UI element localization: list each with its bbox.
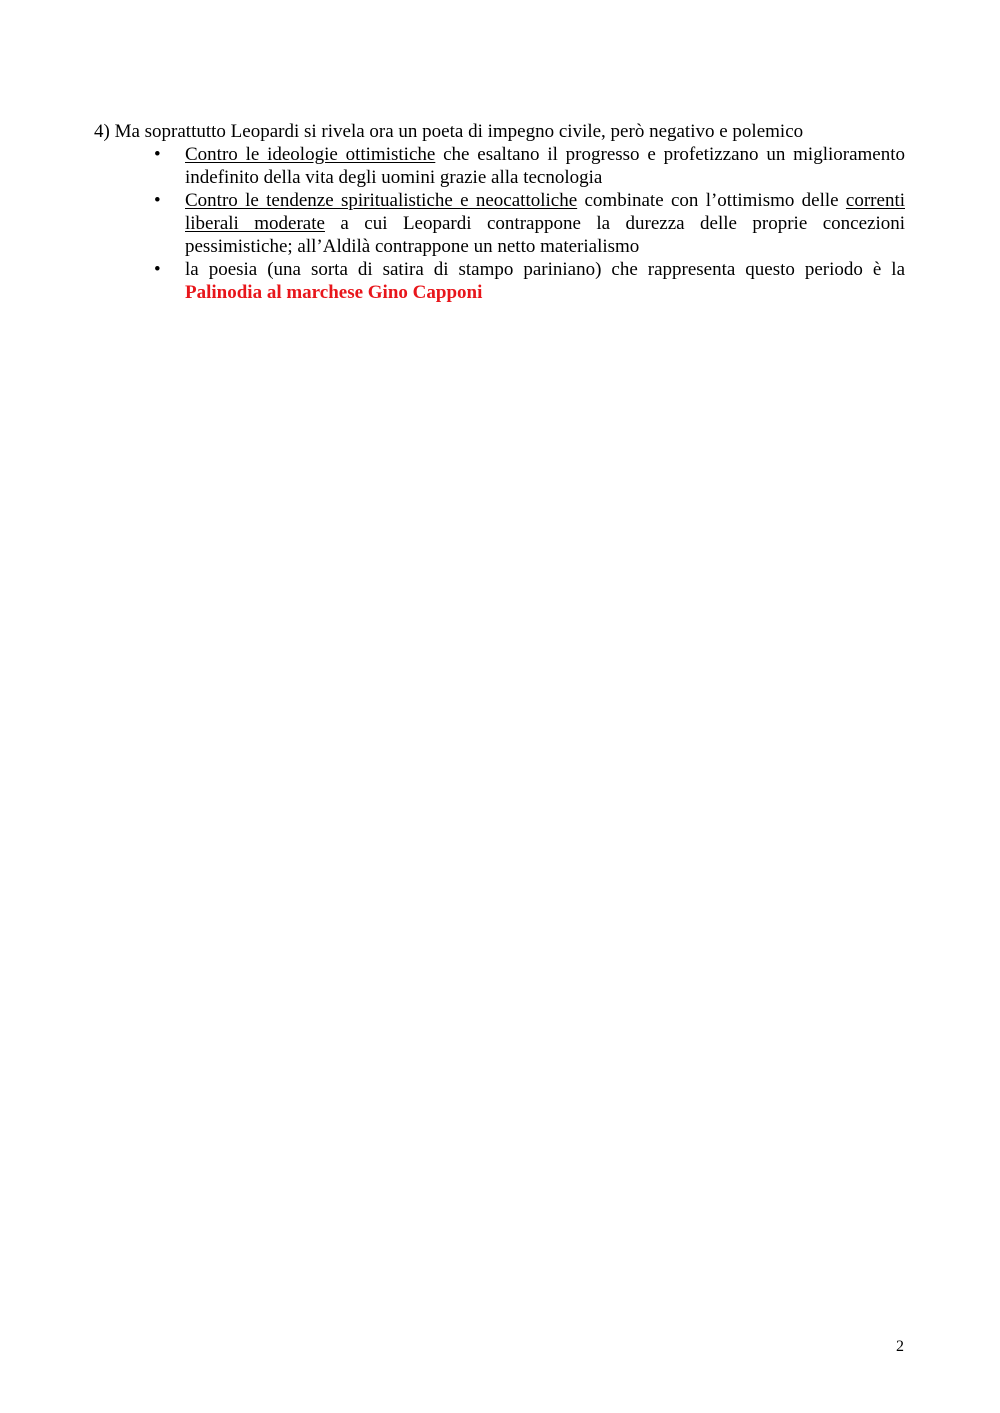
- highlighted-title: Palinodia al marchese Gino Capponi: [185, 282, 483, 303]
- underlined-phrase: correnti liberali moderate: [185, 190, 905, 234]
- item-text: la poesia (una sorta di satira di stampo pariniano) che rappresenta questo periodo è la: [185, 259, 905, 280]
- bullet-icon: •: [154, 190, 161, 211]
- list-item: [154, 258, 905, 304]
- section-heading: 4) Ma soprattutto Leopardi si rivela ora un poeta di impegno civile, però negativo e polemico: [94, 121, 804, 142]
- page-number: 2: [896, 1338, 904, 1355]
- list-item: [154, 143, 906, 189]
- bullet-icon: •: [154, 259, 161, 280]
- underlined-phrase: Contro le ideologie ottimistiche: [185, 144, 436, 165]
- list-item: [154, 189, 905, 258]
- page-content: [94, 120, 905, 304]
- item-text: che esaltano il progresso e profetizzano un miglioramento indefinito della vita degli uomini grazie alla tecnologia: [185, 144, 906, 188]
- item-text: a cui Leopardi contrappone la durezza delle proprie concezioni pessimistiche; all’Aldilà contrappone un netto materialismo: [185, 213, 905, 257]
- bullet-list: [94, 143, 905, 304]
- bullet-icon: •: [154, 144, 161, 165]
- underlined-phrase: Contro le tendenze spiritualistiche e neocattoliche: [185, 190, 578, 211]
- item-text: combinate con l’ottimismo delle: [577, 190, 846, 211]
